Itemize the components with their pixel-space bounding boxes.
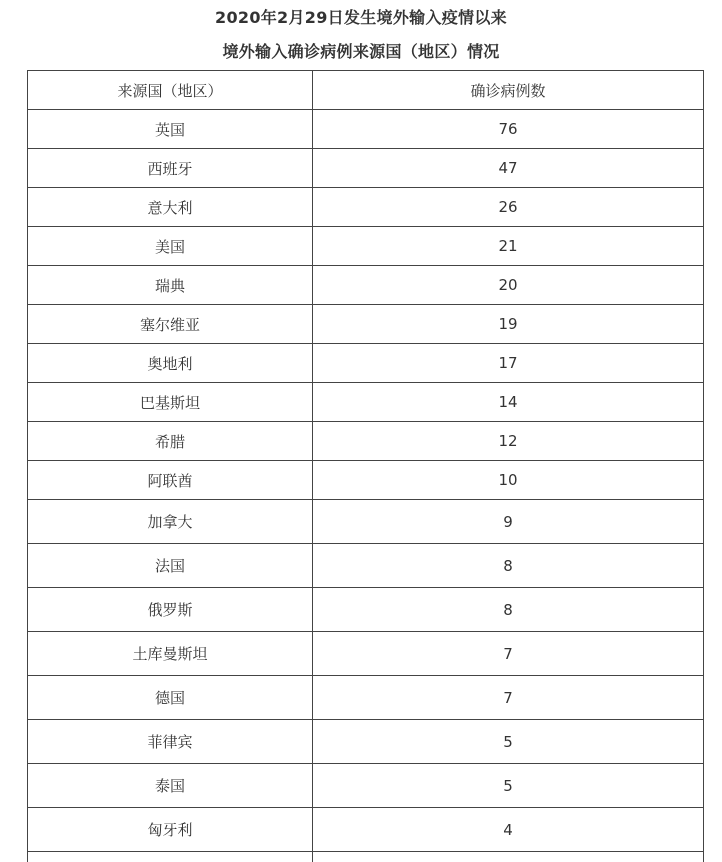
country-cell: 匈牙利 — [28, 808, 313, 852]
cases-cell: 5 — [313, 764, 704, 808]
table-row — [28, 344, 704, 383]
country-cell: 加拿大 — [28, 500, 313, 544]
cases-cell: 10 — [313, 461, 704, 500]
country-cell: 法国 — [28, 544, 313, 588]
country-cell: 菲律宾 — [28, 720, 313, 764]
table-row — [28, 764, 704, 808]
header-cases: 确诊病例数 — [313, 71, 704, 110]
table-row — [28, 500, 704, 544]
cases-cell: 19 — [313, 305, 704, 344]
cases-cell: 8 — [313, 588, 704, 632]
cases-cell: 5 — [313, 720, 704, 764]
country-cell: 泰国 — [28, 764, 313, 808]
country-cell: 土库曼斯坦 — [28, 632, 313, 676]
table-row — [28, 149, 704, 188]
cases-cell: 7 — [313, 632, 704, 676]
country-cell: 俄罗斯 — [28, 588, 313, 632]
country-cell: 奥地利 — [28, 344, 313, 383]
country-cell: 巴基斯坦 — [28, 383, 313, 422]
cases-cell: 20 — [313, 266, 704, 305]
table-row — [28, 588, 704, 632]
page-title: 2020年2月29日发生境外输入疫情以来 — [0, 8, 722, 28]
table-row — [28, 227, 704, 266]
table-row — [28, 461, 704, 500]
cases-cell: 4 — [313, 808, 704, 852]
table-row — [28, 544, 704, 588]
cases-cell: 12 — [313, 422, 704, 461]
cases-cell: 9 — [313, 500, 704, 544]
country-cell: 英国 — [28, 110, 313, 149]
cases-cell: 8 — [313, 544, 704, 588]
country-cell — [28, 852, 313, 862]
country-cell: 塞尔维亚 — [28, 305, 313, 344]
country-cell: 西班牙 — [28, 149, 313, 188]
country-cell: 美国 — [28, 227, 313, 266]
header-country: 来源国（地区） — [28, 71, 313, 110]
table-row — [28, 422, 704, 461]
cases-cell: 14 — [313, 383, 704, 422]
table-row — [28, 720, 704, 764]
country-cell: 阿联酋 — [28, 461, 313, 500]
country-cell: 希腊 — [28, 422, 313, 461]
table-row — [28, 266, 704, 305]
table-row — [28, 188, 704, 227]
country-cell: 德国 — [28, 676, 313, 720]
country-cell: 瑞典 — [28, 266, 313, 305]
cases-cell: 7 — [313, 676, 704, 720]
country-cell: 意大利 — [28, 188, 313, 227]
table-row-cut-off — [28, 852, 704, 862]
table-row — [28, 676, 704, 720]
table-row — [28, 383, 704, 422]
table-header-row — [28, 71, 704, 110]
cases-table — [27, 70, 704, 862]
table-row — [28, 110, 704, 149]
table-row — [28, 305, 704, 344]
table-row — [28, 632, 704, 676]
cases-cell: 21 — [313, 227, 704, 266]
cases-cell: 47 — [313, 149, 704, 188]
table-row — [28, 808, 704, 852]
cases-cell: 26 — [313, 188, 704, 227]
cases-cell: 17 — [313, 344, 704, 383]
cases-cell: 76 — [313, 110, 704, 149]
cases-cell — [313, 852, 704, 862]
page-subtitle: 境外输入确诊病例来源国（地区）情况 — [0, 42, 722, 62]
